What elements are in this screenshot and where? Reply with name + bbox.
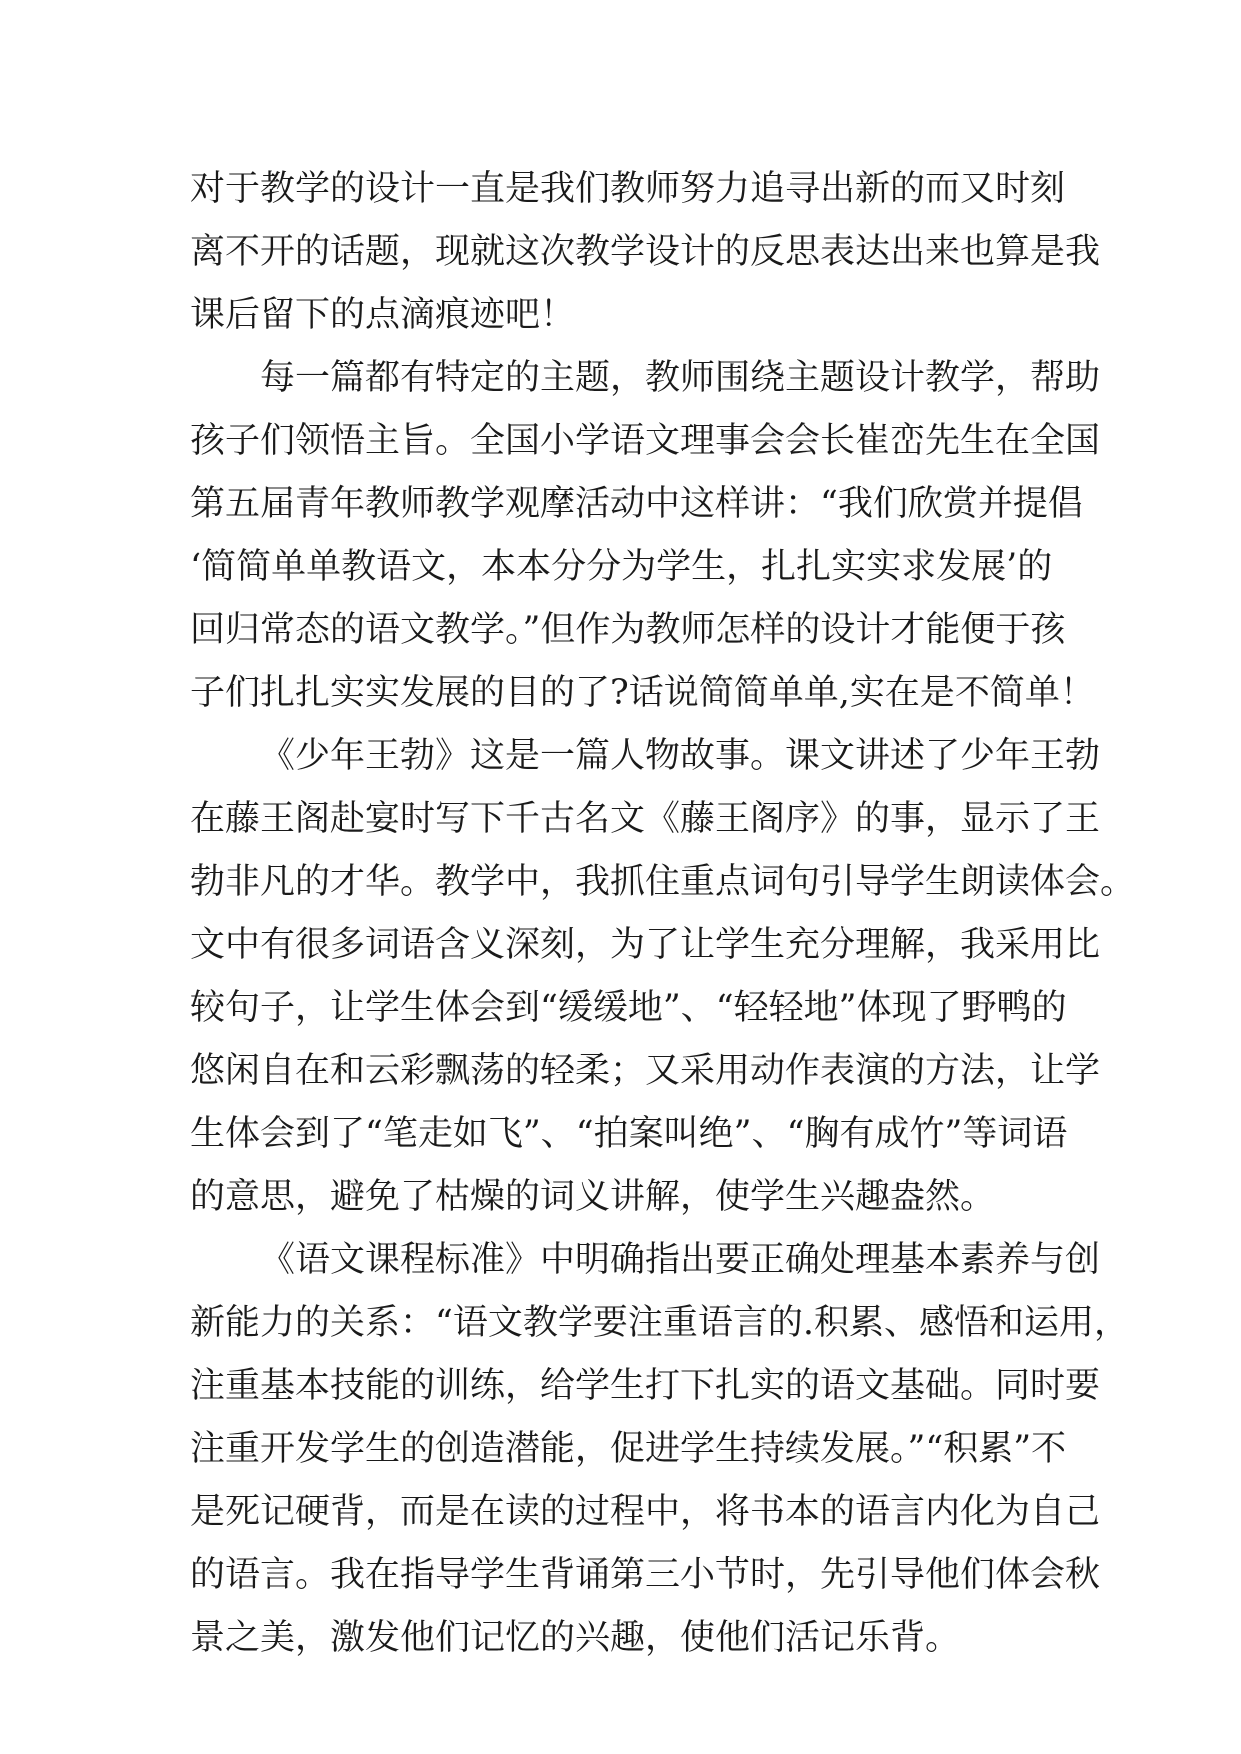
text-line: 的意思，避免了枯燥的词义讲解，使学生兴趣盎然。	[190, 1177, 996, 1217]
text-line: 的语言。我在指导学生背诵第三小节时，先引导他们体会秋	[190, 1555, 1101, 1595]
text-line: 是死记硬背，而是在读的过程中，将书本的语言内化为自己	[190, 1492, 1101, 1532]
text-line: 新能力的关系：“语文教学要注重语言的.积累、感悟和运用，	[190, 1303, 1130, 1343]
text-line: 课后留下的点滴痕迹吧！	[190, 295, 576, 335]
text-line: ‘简简单单教语文，本本分分为学生，扎扎实实求发展’的	[190, 547, 1053, 587]
text-line: 悠闲自在和云彩飘荡的轻柔；又采用动作表演的方法，让学	[190, 1051, 1101, 1091]
text-line: 回归常态的语文教学。”但作为教师怎样的设计才能便于孩	[190, 610, 1066, 650]
text-line: 孩子们领悟主旨。全国小学语文理事会会长崔峦先生在全国	[190, 421, 1101, 461]
document-body	[190, 158, 1136, 1670]
text-line: 注重开发学生的创造潜能，促进学生持续发展。”“积累”不	[190, 1429, 1067, 1469]
text-line: 每一篇都有特定的主题，教师围绕主题设计教学，帮助	[260, 358, 1101, 398]
text-line: 离不开的话题，现就这次教学设计的反思表达出来也算是我	[190, 232, 1101, 272]
text-line: 注重基本技能的训练，给学生打下扎实的语文基础。同时要	[190, 1366, 1101, 1406]
text-line: 《语文课程标准》中明确指出要正确处理基本素养与创	[260, 1240, 1101, 1280]
text-line: 对于教学的设计一直是我们教师努力追寻出新的而又时刻	[190, 169, 1066, 209]
text-line: 生体会到了“笔走如飞”、“拍案叫绝”、“胸有成竹”等词语	[190, 1114, 1068, 1154]
text-line: 《少年王勃》这是一篇人物故事。课文讲述了少年王勃	[260, 736, 1101, 776]
text-line: 第五届青年教师教学观摩活动中这样讲：“我们欣赏并提倡	[190, 484, 1083, 524]
text-line: 较句子，让学生体会到“缓缓地”、“轻轻地”体现了野鸭的	[190, 988, 1067, 1028]
text-line: 在藤王阁赴宴时写下千古名文《藤王阁序》的事，显示了王	[190, 799, 1101, 839]
text-line: 勃非凡的才华。教学中，我抓住重点词句引导学生朗读体会。	[190, 862, 1136, 902]
text-line: 文中有很多词语含义深刻，为了让学生充分理解，我采用比	[190, 925, 1101, 965]
text-line: 景之美，激发他们记忆的兴趣，使他们活记乐背。	[190, 1618, 961, 1658]
text-line: 子们扎扎实实发展的目的了?话说简简单单,实在是不简单！	[190, 673, 1095, 713]
